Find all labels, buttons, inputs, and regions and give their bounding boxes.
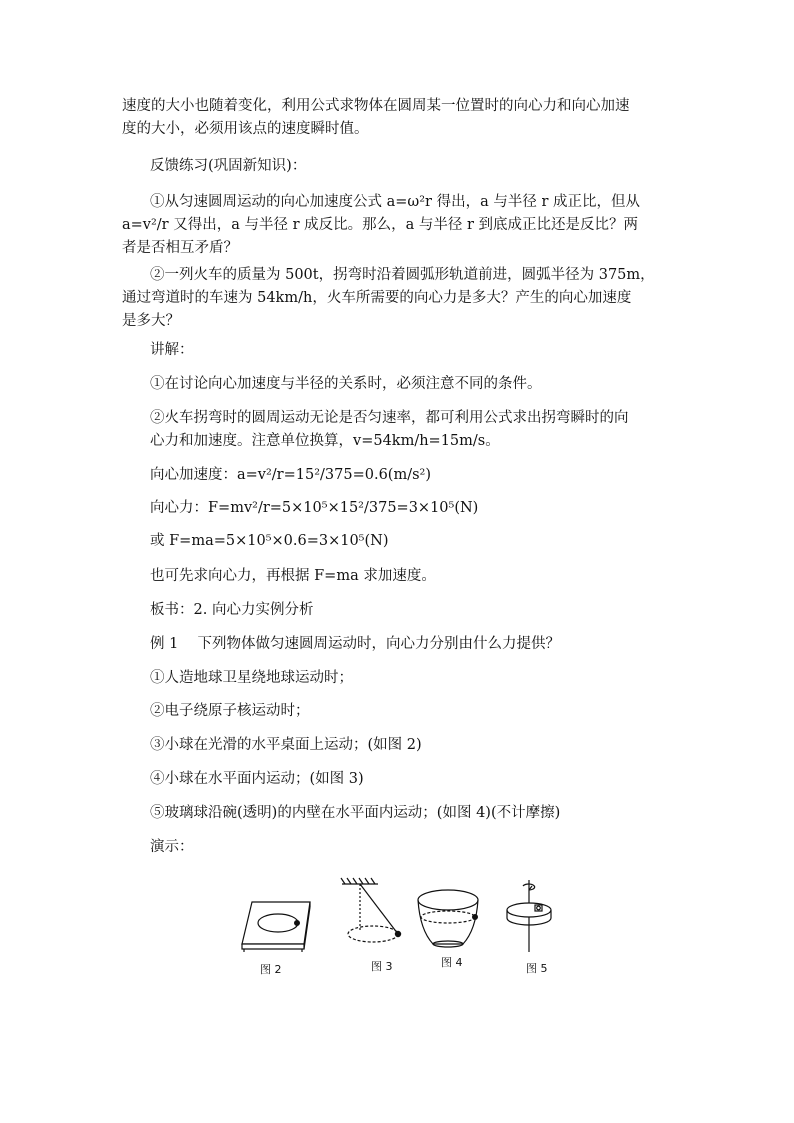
text-line: ③小球在光滑的水平桌面上运动；(如图 2) xyxy=(150,737,422,753)
figure-4-caption: 图 4 xyxy=(441,956,463,969)
text-line: 速度的大小也随着变化，利用公式求物体在圆周某一位置时的向心力和向心加速 xyxy=(122,98,630,114)
text-line: 板书：2. 向心力实例分析 xyxy=(150,602,314,618)
text-line: 者是否相互矛盾？ xyxy=(122,240,238,256)
text-line: 向心力：F=mv²/r=5×10⁵×15²/375=3×10⁵(N) xyxy=(150,500,479,516)
text-line: ②火车拐弯时的圆周运动无论是否匀速率，都可利用公式求出拐弯瞬时的向 xyxy=(150,410,629,426)
text-line: 是多大？ xyxy=(122,313,180,329)
text-line: ①人造地球卫星绕地球运动时； xyxy=(150,670,353,686)
text-line: a=v²/r 又得出，a 与半径 r 成反比。那么，a 与半径 r 到底成正比还是反比？两 xyxy=(122,217,639,233)
text-line: 心力和加速度。注意单位换算，v=54km/h=15m/s。 xyxy=(150,433,500,449)
text-line: 例 1 下列物体做匀速圆周运动时，向心力分别由什么力提供？ xyxy=(150,636,560,652)
text-line: 度的大小，必须用该点的速度瞬时值。 xyxy=(122,121,369,137)
text-line: 也可先求向心力，再根据 F=ma 求加速度。 xyxy=(150,568,436,584)
figure-5-caption: 图 5 xyxy=(526,962,548,975)
demo-figures xyxy=(230,872,590,982)
figure-2-table-ball xyxy=(242,902,310,952)
text-line: ②电子绕原子核运动时； xyxy=(150,703,310,719)
text-line: 反馈练习(巩固新知识)： xyxy=(150,158,307,174)
text-line: ②一列火车的质量为 500t，拐弯时沿着圆弧形轨道前进，圆弧半径为 375m， xyxy=(150,267,655,283)
text-line: 通过弯道时的车速为 54km/h，火车所需要的向心力是多大？产生的向心加速度 xyxy=(122,290,632,306)
figure-3-pendulum xyxy=(341,878,401,942)
text-line: ①从匀速圆周运动的向心加速度公式 a=ω²r 得出，a 与半径 r 成正比，但从 xyxy=(150,194,640,210)
figure-2-caption: 图 2 xyxy=(260,963,282,976)
figure-3-caption: 图 3 xyxy=(371,960,393,973)
text-line: 讲解： xyxy=(150,342,194,358)
text-line: ④小球在水平面内运动；(如图 3) xyxy=(150,771,364,787)
text-line: 向心加速度：a=v²/r=15²/375=0.6(m/s²) xyxy=(150,467,432,483)
text-line: 演示： xyxy=(150,839,194,855)
figure-4-bowl xyxy=(418,890,478,947)
text-line: 或 F=ma=5×10⁵×0.6=3×10⁵(N) xyxy=(150,533,389,549)
figure-5-rotating-disc xyxy=(507,880,551,952)
text-line: ⑤玻璃球沿碗(透明)的内壁在水平面内运动；(如图 4)(不计摩擦) xyxy=(150,805,561,821)
text-line: ①在讨论向心加速度与半径的关系时，必须注意不同的条件。 xyxy=(150,376,542,392)
